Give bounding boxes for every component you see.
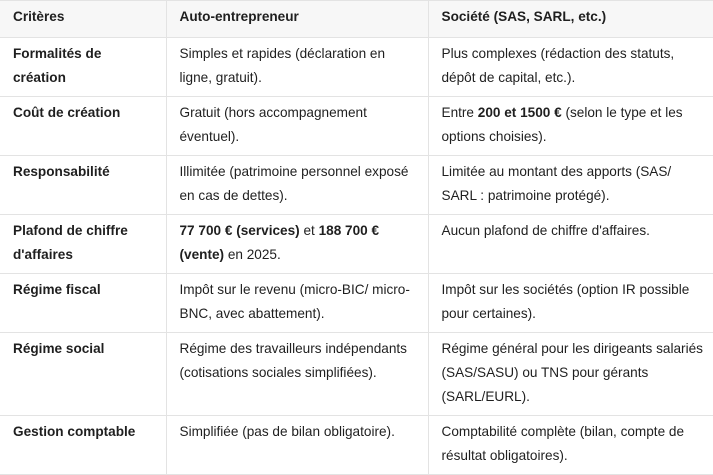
table-row [0,38,713,97]
text-fragment: et [299,223,319,238]
criterion-cell: Régime fiscal [0,274,166,333]
table-row [0,156,713,215]
text-fragment: en 2025. [224,247,281,262]
criterion-cell: Régime social [0,333,166,416]
table-row [0,333,713,416]
bold-amount: 77 700 € (services) [179,223,300,238]
societe-cell [428,97,713,156]
auto-cell: Régime des travailleurs indépendants (cotisations sociales simplifiées). [166,333,428,416]
societe-cell: Limitée au montant des apports (SAS/ SARL : patrimoine protégé). [428,156,713,215]
auto-cell: Impôt sur le revenu (micro-BIC/ micro-BNC, avec abattement). [166,274,428,333]
table-row [0,274,713,333]
auto-cell [166,215,428,274]
criterion-cell: Formalités de création [0,38,166,97]
societe-cell: Impôt sur les sociétés (option IR possible pour certaines). [428,274,713,333]
criterion-cell: Gestion comptable [0,416,166,475]
auto-cell: Simplifiée (pas de bilan obligatoire). [166,416,428,475]
auto-cell: Simples et rapides (déclaration en ligne, gratuit). [166,38,428,97]
text-fragment: Entre [441,105,478,120]
societe-cell: Aucun plafond de chiffre d'affaires. [428,215,713,274]
table-header-row [0,1,713,38]
table-row [0,416,713,475]
header-societe: Société (SAS, SARL, etc.) [428,1,713,38]
table-row [0,215,713,274]
header-criteria: Critères [0,1,166,38]
societe-cell: Plus complexes (rédaction des statuts, dépôt de capital, etc.). [428,38,713,97]
auto-cell: Gratuit (hors accompagnement éventuel). [166,97,428,156]
criterion-cell: Coût de création [0,97,166,156]
bold-amount: 200 et 1500 € [477,105,562,120]
table-row [0,97,713,156]
text-fragment: (selon le type et les options choisies). [441,105,683,144]
auto-cell: Illimitée (patrimoine personnel exposé en cas de dettes). [166,156,428,215]
societe-cell: Comptabilité complète (bilan, compte de résultat obligatoires). [428,416,713,475]
header-auto-entrepreneur: Auto-entrepreneur [166,1,428,38]
criterion-cell: Plafond de chiffre d'affaires [0,215,166,274]
criterion-cell: Responsabilité [0,156,166,215]
societe-cell: Régime général pour les dirigeants salariés (SAS/SASU) ou TNS pour gérants (SARL/EURL). [428,333,713,416]
bold-amount: 188 700 € (vente) [179,223,380,262]
